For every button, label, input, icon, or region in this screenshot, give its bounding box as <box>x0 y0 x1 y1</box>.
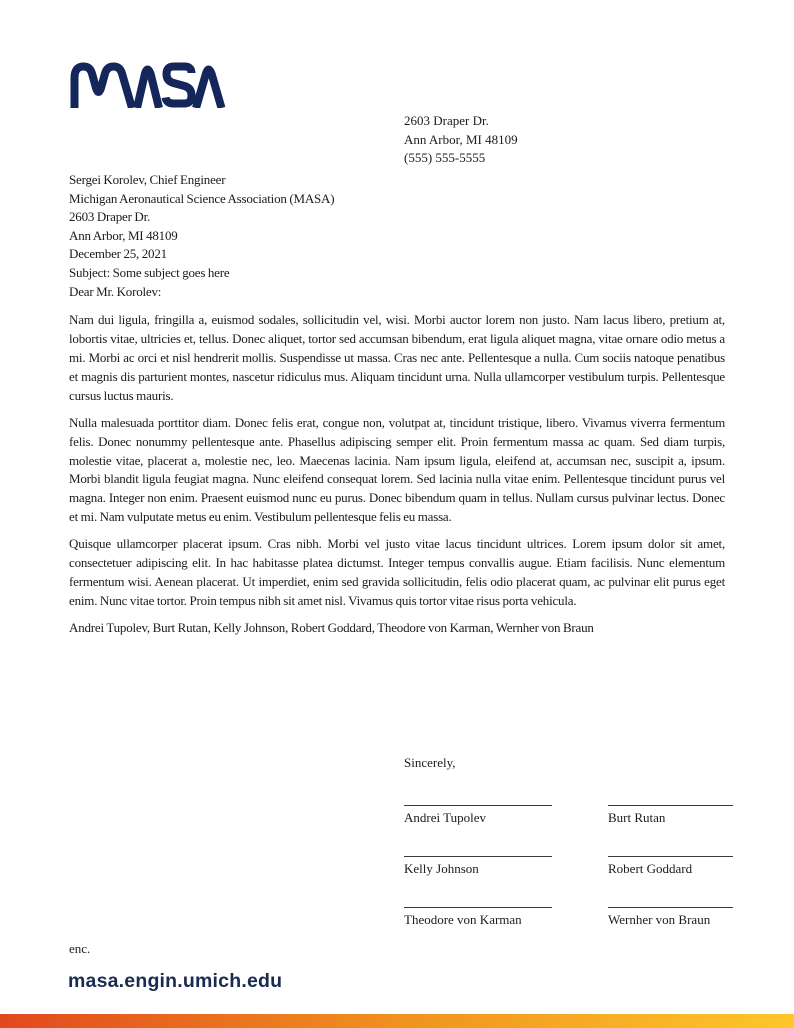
masa-logo <box>68 62 232 108</box>
letter-body-column <box>69 171 725 638</box>
signature-andrei-tupolev: Andrei Tupolev <box>404 805 552 826</box>
footer-gradient-bar <box>0 1014 794 1028</box>
subject-line: Subject: Some subject goes here <box>69 264 230 280</box>
body-paragraph-2: Nulla malesuada porttitor diam. Donec felis erat, congue non, volutpat at, tincidunt tristique, libero. Vivamus viverra fermentum felis. Donec nonummy pellentesque ante. Phasellus adipiscing semper elit. Proin fermentum massa ac quam. Sed diam turpis, molestie vitae, placerat a, molestie nec, leo. Maecenas lacinia. Nam ipsum ligula, eleifend at, accumsan nec, suscipit a, ipsum. Morbi blandit ligula feugiat magna. Nunc eleifend consequat lorem. Sed lacinia nulla vitae enim. Pellentesque tincidunt purus vel magna. Integer non enim. Praesent euismod nunc eu purus. Donec bibendum quam in tellus. Nullam cursus pulvinar lectus. Donec et mi. Nam vulputate metus eu enim. Vestibulum pellentesque felis eu massa. <box>69 414 725 525</box>
signature-grid <box>404 805 733 928</box>
salutation: Dear Mr. Korolev: <box>69 283 162 299</box>
recipient-address-line1: 2603 Draper Dr. <box>69 209 151 225</box>
masa-logo-letter-a2 <box>196 70 222 109</box>
valediction: Sincerely, <box>404 755 456 770</box>
masa-logo-letter-s <box>166 67 192 104</box>
recipient-address-block <box>69 171 725 245</box>
body-paragraph-3: Quisque ullamcorper placerat ipsum. Cras nibh. Morbi vel justo vitae lacus tincidunt ultrices. Lorem ipsum dolor sit amet, consectetuer adipiscing elit. In hac habitasse platea dictumst. Integer tempus convallis augue. Etiam facilisis. Nunc elementum fermentum wisi. Aenean placerat. Ut imperdiet, enim sed gravida sollicitudin, felis odio placerat quam, ac pulvinar elit purus eget enim. Nunc vitae tortor. Proin tempus nibh sit amet nisl. Vivamus quis tortor vitae risus porta vehicula. <box>69 536 725 608</box>
recipient-name-title: Sergei Korolev, Chief Engineer <box>69 172 226 187</box>
sender-address-line2: Ann Arbor, MI 48109 <box>404 131 518 147</box>
sender-phone: (555) 555-5555 <box>404 150 486 166</box>
signature-burt-rutan: Burt Rutan <box>608 805 733 826</box>
enclosure-note: enc. <box>69 941 91 956</box>
recipient-address-line2: Ann Arbor, MI 48109 <box>69 227 178 243</box>
signature-theodore-von-karman: Theodore von Karman <box>404 907 552 928</box>
letter-date: December 25, 2021 <box>69 246 167 262</box>
masa-logo-letter-m <box>75 67 133 109</box>
body-paragraph-1: Nam dui ligula, fringilla a, euismod sodales, sollicitudin vel, wisi. Morbi auctor lorem non justo. Nam lacus libero, pretium at, lobortis vitae, ultricies et, tellus. Donec aliquet, tortor sed accumsan bibendum, erat ligula aliquet magna, vitae ornare odio metus a mi. Morbi ac orci et nisl hendrerit mollis. Suspendisse ut massa. Cras nec ante. Pellentesque a nulla. Cum sociis natoque penatibus et magnis dis parturient montes, nascetur ridiculus mus. Aliquam tincidunt urna. Nulla ullamcorper vestibulum turpis. Pellentesque cursus luctus mauris. <box>69 312 725 403</box>
signature-wernher-von-braun: Wernher von Braun <box>608 907 733 928</box>
signature-robert-goddard: Robert Goddard <box>608 856 733 877</box>
closing-block <box>404 753 733 928</box>
recipient-organization: Michigan Aeronautical Science Association (MASA) <box>69 190 335 206</box>
signature-kelly-johnson: Kelly Johnson <box>404 856 552 877</box>
signatory-names-line: Andrei Tupolev, Burt Rutan, Kelly Johnson, Robert Goddard, Theodore von Karman, Wernher von Braun <box>69 619 594 635</box>
footer-website-link[interactable]: masa.engin.umich.edu <box>68 970 283 992</box>
sender-address-line1: 2603 Draper Dr. <box>404 113 489 128</box>
sender-address-block <box>404 112 518 168</box>
masa-logo-letter-a1 <box>137 70 159 109</box>
